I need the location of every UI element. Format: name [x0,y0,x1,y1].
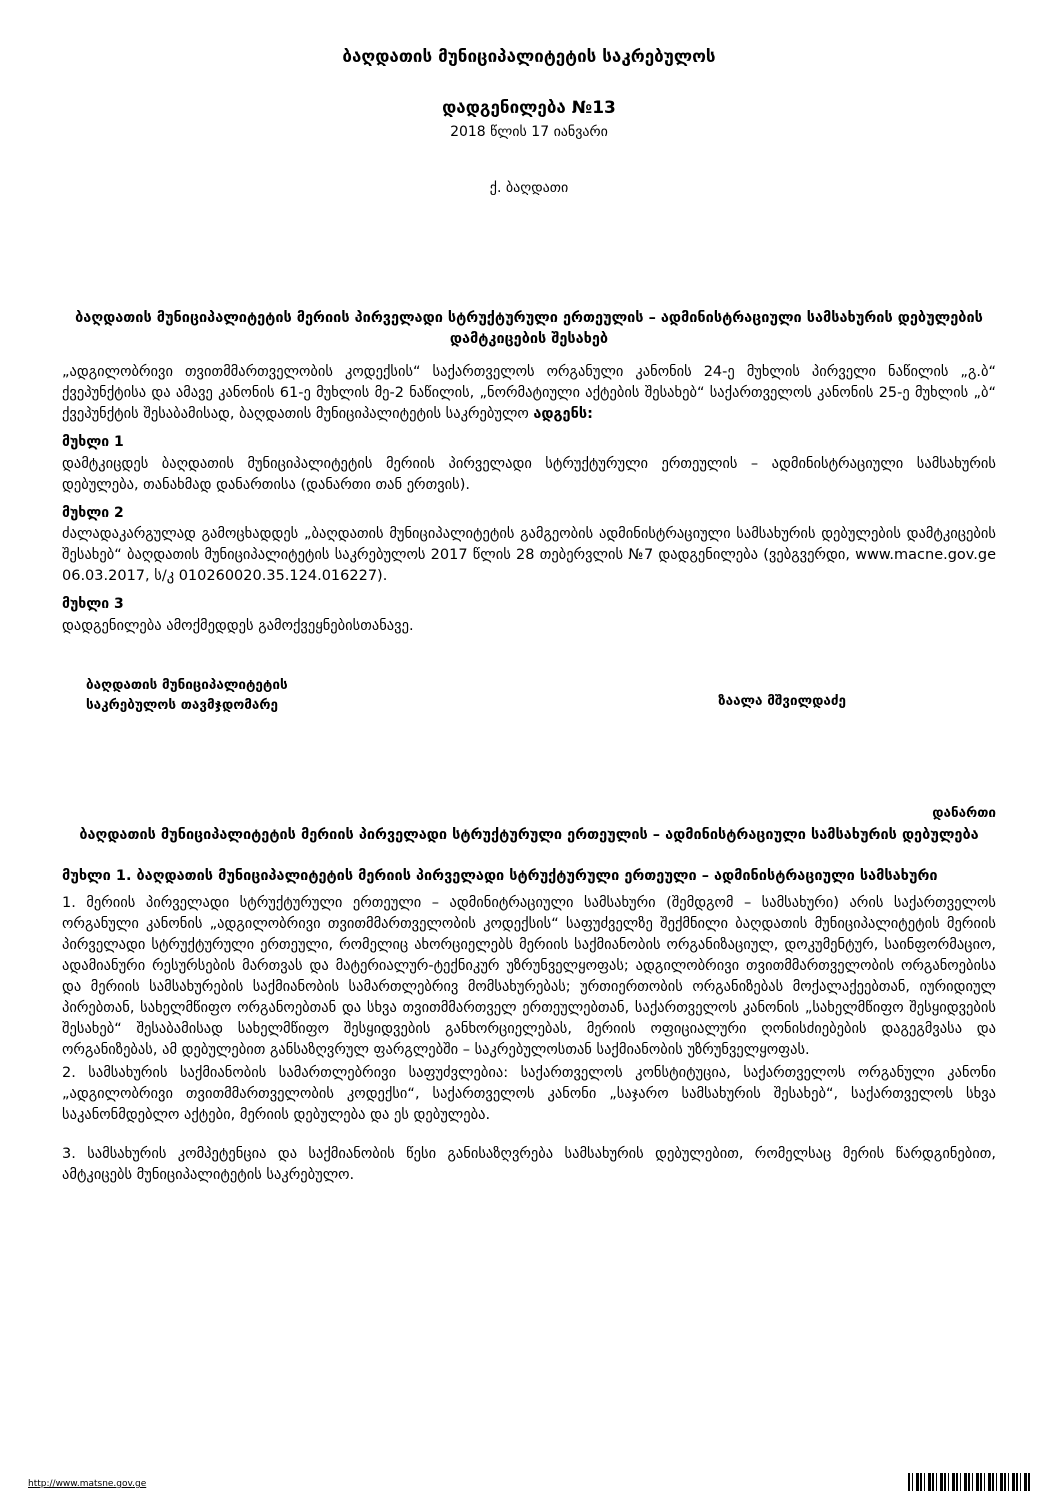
signature-block [62,675,996,733]
decree-preamble [62,362,996,425]
article-3-body: დადგენილება ამოქმედდეს გამოქვეყნებისთანავე. [62,618,414,635]
decree-city: ქ. ბაღდათი [489,180,569,197]
signatory-position-line1: ბაღდათის მუნიციპალიტეტის [86,677,288,694]
article-1-heading: მუხლი 1 [62,434,124,451]
page-footer [0,1463,1058,1497]
signatory-name: ზაალა მშვილდაძე [718,693,846,710]
page-title: ბაღდათის მუნიციპალიტეტის საკრებულოს [342,47,716,67]
source-url-link[interactable]: http://www.matsne.gov.ge [28,1479,147,1489]
preamble-decides-word: ადგენს: [533,406,593,423]
article-3-heading: მუხლი 3 [62,596,124,613]
annex-paragraph-1: 1. მერიის პირველადი სტრუქტურული ერთეული – ადმინიტრაციული სამსახური (შემდგომ – სამსახური) არის საქართველოს ორგანული კანონის „ადგილობრივი თვითმმართველობის კოდექსის“ საფუძველზე შექმნილი ბაღდათის მუნიციპალიტეტის მერიის პირველადი სტრუქტურული ერთეული, რომელიც ახორციელებს მერიის საქმიანობის ორგანიზაციულ, დოკუმენტურ, საინფორმაციო, ადამიანური რესურსების მართვას და მატერიალურ-ტექნიკურ უზრუნველყოფას; ადგილობრივი თვითმმართველობის ორგანოებისა და მერიის სამსახურების საქმიანობის სამართლებრივ მომსახურებას; ურთიერთობის ორგანიზებას მოქალაქეებთან, იურიდიულ პირებთან, სახელმწიფო ორგანოებთან და სხვა თვითმმართველ ერთეულებთან, საქართველოს კანონის „სახელმწიფო შესყიდვების შესახებ“ შესაბამისად სახელმწიფო შესყიდვების განხორციელებას, მერიის ოფიციალური ღონისძიებების დაგეგმვასა და ორგანიზებას, ამ დებულებით განსაზღვრულ ფარგლებში – საკრებულოსთან საქმიანობის უზრუნველყოფას. [62,895,996,1059]
article-2-body: ძალადაკარგულად გამოცხადდეს „ბაღდათის მუნიციპალიტეტის გამგეობის ადმინისტრაციული სამსახურის დებულების დამტკიცების შესახებ“ ბაღდათის მუნიციპალიტეტის საკრებულოს 2017 წლის 28 თებერვლის №7 დადგენილება (ვებგვერდი, www.macne.gov.ge 06.03.2017, ს/კ 010260020.35.124.016227). [62,526,996,585]
decree-date: 2018 წლის 17 იანვარი [450,124,608,141]
signatory-position-line2: საკრებულოს თავმჯდომარე [86,697,278,714]
annex-label: დანართი [932,805,996,822]
barcode-icon [908,1473,1030,1491]
decree-number: დადგენილება №13 [442,98,616,119]
article-2-heading: მუხლი 2 [62,504,124,521]
annex-title: ბაღდათის მუნიციპალიტეტის მერიის პირველადი სტრუქტურული ერთეულის – ადმინისტრაციული სამსახურის დებულება [79,827,979,844]
annex-article-1-heading: მუხლი 1. ბაღდათის მუნიციპალიტეტის მერიის პირველადი სტრუქტურული ერთეული – ადმინისტრაციული სამსახური [62,868,938,885]
annex-paragraph-2: 2. სამსახურის საქმიანობის სამართლებრივი საფუძვლებია: საქართველოს კონსტიტუცია, საქართველოს ორგანული კანონი „ადგილობრივი თვითმმართველობის კოდექსი“, საქართველოს კანონი „საჯარო სამსახურის შესახებ“, საქართველოს სხვა საკანონმდებლო აქტები, მერიის დებულება და ეს დებულება. [62,1065,996,1124]
preamble-text: „ადგილობრივი თვითმმართველობის კოდექსის“ საქართველოს ორგანული კანონის 24-ე მუხლის პირველი ნაწილის „გ.ბ“ ქვეპუნქტისა და ამავე კანონის 61-ე მუხლის მე-2 ნაწილის, „ნორმატიული აქტების შესახებ“ საქართველოს კანონის 25-ე მუხლის „ბ“ ქვეპუნქტის შესაბამისად, ბაღდათის მუნიციპალიტეტის საკრებულო [62,364,996,423]
signatory-position [86,675,446,716]
article-1-body: დამტკიცდეს ბაღდათის მუნიციპალიტეტის მერიის პირველადი სტრუქტურული ერთეულის – ადმინისტრაციული სამსახურის დებულება, თანახმად დანართისა (დანართი თან ერთვის). [62,455,996,493]
decree-subject-title: ბაღდათის მუნიციპალიტეტის მერიის პირველადი სტრუქტურული ერთეულის – ადმინისტრაციული სამსახურის დებულების დამტკიცების შესახებ [75,310,983,348]
annex-paragraph-3: 3. სამსახურის კომპეტენცია და საქმიანობის წესი განისაზღვრება სამსახურის დებულებით, რომელსაც მერის წარდგინებით, ამტკიცებს მუნიციპალიტეტის საკრებულო. [62,1146,996,1184]
